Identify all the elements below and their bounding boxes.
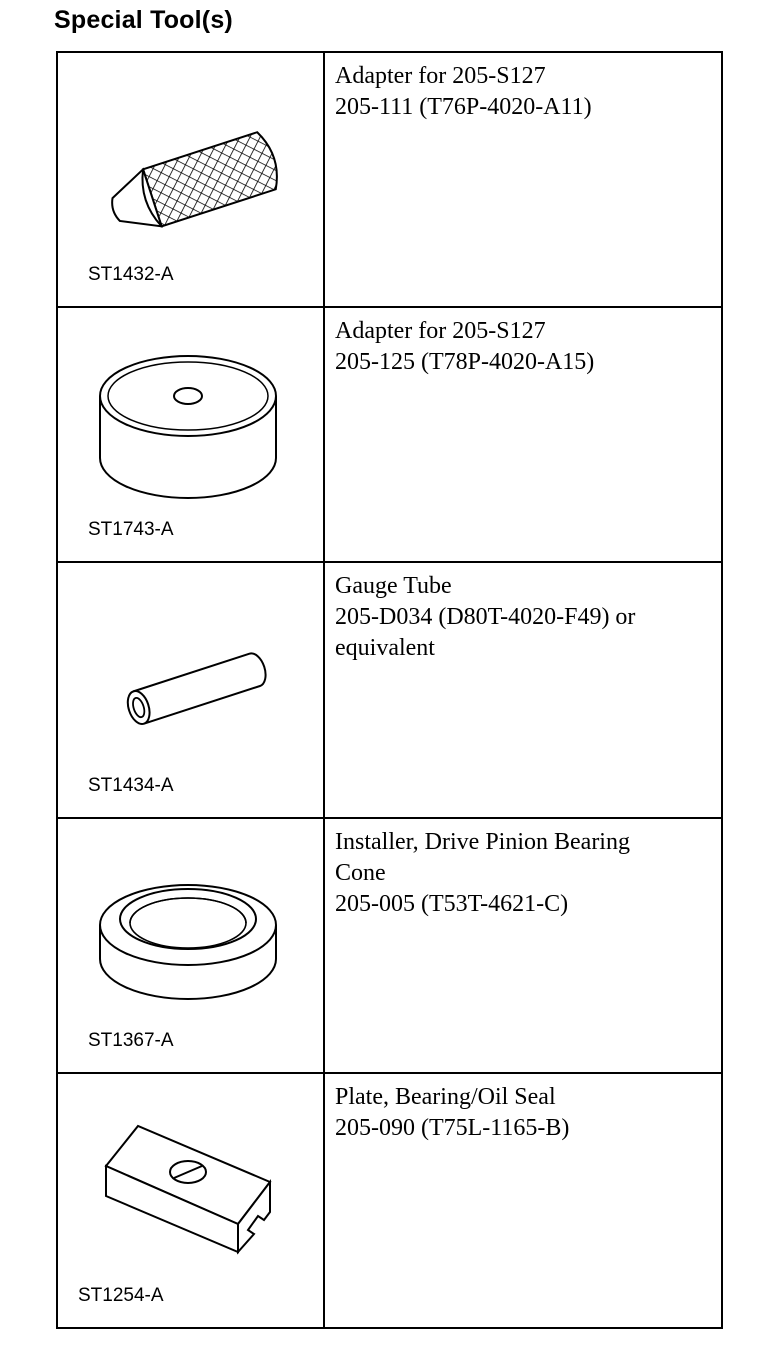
tool-description bbox=[325, 1074, 721, 1327]
tool-row bbox=[58, 53, 721, 308]
tool-row bbox=[58, 1074, 721, 1327]
tool-name-cont: Cone bbox=[335, 859, 386, 886]
tool-description bbox=[325, 53, 721, 306]
tool-code: ST1434-A bbox=[88, 774, 174, 796]
tool-description bbox=[325, 819, 721, 1072]
tool-illustration-cell bbox=[58, 819, 325, 1072]
tool-code: ST1743-A bbox=[88, 519, 174, 541]
tool-description bbox=[325, 563, 721, 816]
tool-row bbox=[58, 563, 721, 818]
tool-name: Plate, Bearing/Oil Seal bbox=[335, 1083, 556, 1110]
tool-code: ST1367-A bbox=[88, 1029, 174, 1051]
page-title: Special Tool(s) bbox=[54, 6, 233, 34]
tool-part-number: 205-125 (T78P-4020-A15) bbox=[335, 349, 595, 376]
tool-code: ST1254-A bbox=[78, 1285, 164, 1307]
tool-name: Installer, Drive Pinion Bearing bbox=[335, 828, 630, 855]
tool-illustration-cell bbox=[58, 1074, 325, 1327]
tool-part-number: 205-090 (T75L-1165-B) bbox=[335, 1114, 570, 1141]
tool-name: Adapter for 205-S127 bbox=[335, 318, 546, 345]
tool-part-number: 205-111 (T76P-4020-A11) bbox=[335, 94, 592, 120]
tool-illustration-cell bbox=[58, 53, 325, 306]
tool-note: equivalent bbox=[335, 635, 435, 662]
tool-part-number: 205-005 (T53T-4621-C) bbox=[335, 890, 569, 917]
tool-name: Gauge Tube bbox=[335, 573, 452, 600]
tool-code: ST1432-A bbox=[88, 264, 174, 286]
tool-illustration-cell bbox=[58, 563, 325, 816]
tool-row bbox=[58, 308, 721, 563]
tool-part-number: 205-D034 (D80T-4020-F49) or bbox=[335, 604, 636, 631]
tool-name: Adapter for 205-S127 bbox=[335, 63, 546, 89]
tool-illustration-cell bbox=[58, 308, 325, 561]
tool-description bbox=[325, 308, 721, 561]
special-tools-table bbox=[56, 51, 723, 1329]
tool-row bbox=[58, 819, 721, 1074]
